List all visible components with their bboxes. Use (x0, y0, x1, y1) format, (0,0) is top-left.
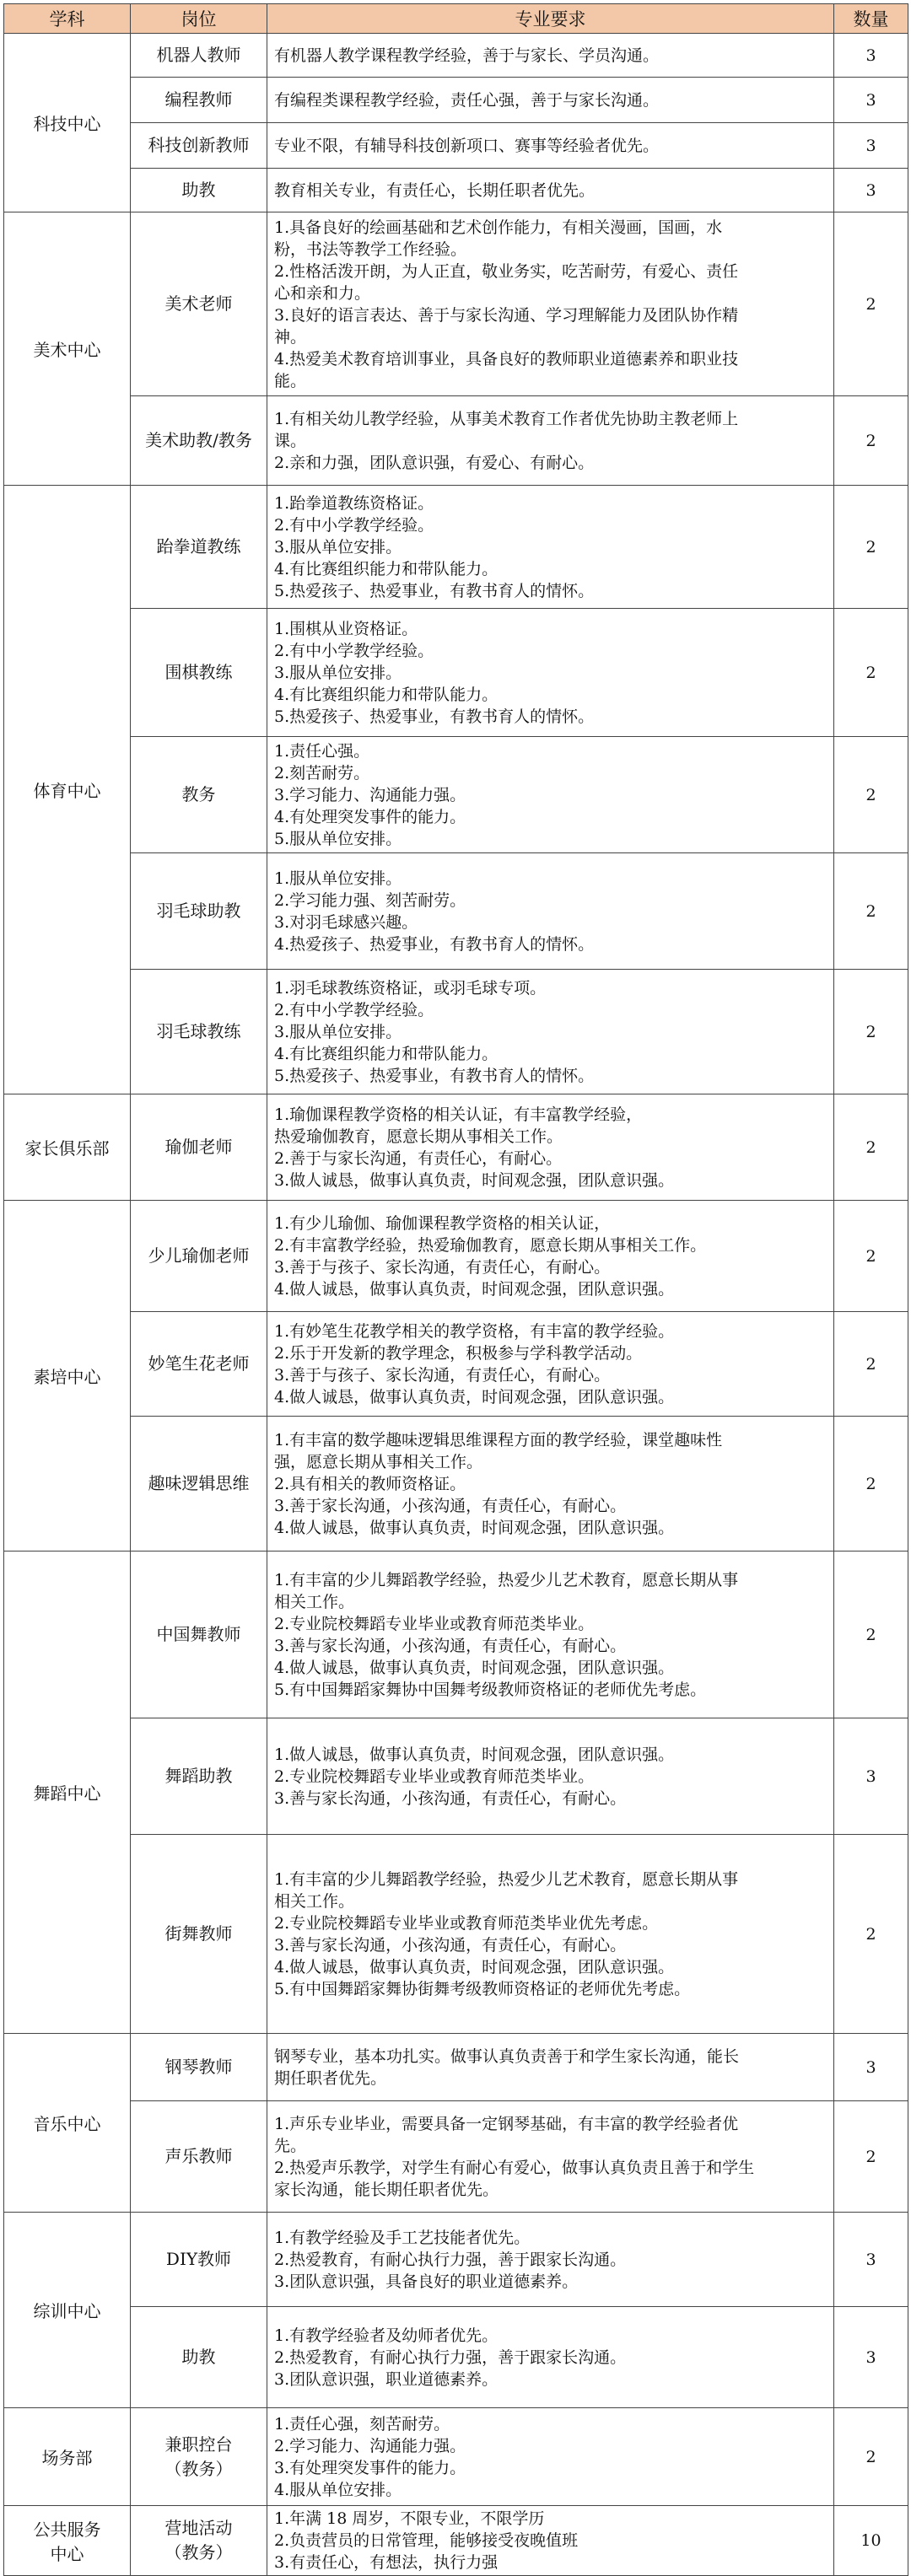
count-cell: 3 (834, 169, 908, 212)
table-row (4, 737, 908, 853)
count-cell: 2 (834, 212, 908, 396)
requirement-line: 1.有丰富的数学趣味逻辑思维课程方面的教学经验，课堂趣味性 (274, 1430, 723, 1449)
requirement-line: 神。 (274, 327, 307, 347)
requirement-line: 4.有比赛组织能力和带队能力。 (274, 685, 499, 704)
requirement-line: 1.有妙笔生花教学相关的教学资格，有丰富的教学经验。 (274, 1321, 675, 1341)
post-title-line: 机器人教师 (156, 45, 241, 65)
post-cell (131, 1417, 267, 1552)
requirement-line: 期任职者优先。 (274, 2068, 387, 2088)
post-cell (131, 123, 267, 169)
requirement-line: 2.亲和力强，团队意识强，有爱心、有耐心。 (274, 453, 595, 472)
header-count: 数量 (834, 4, 908, 34)
requirement-line: 专业不限，有辅导科技创新项口、赛事等经验者优先。 (274, 136, 660, 155)
dept-cell: 场务部 (4, 2408, 131, 2506)
requirement-line: 5.热爱孩子、热爱事业，有教书育人的情怀。 (274, 1066, 595, 1085)
count-cell: 2 (834, 2408, 908, 2506)
requirement-line: 4.做人诚恳，做事认真负责，时间观念强，团队意识强。 (274, 1957, 675, 1976)
count-cell: 3 (834, 2307, 908, 2408)
post-title-line: 围棋教练 (164, 662, 233, 682)
count-cell: 3 (834, 34, 908, 78)
requirement-line: 1.服从单位安排。 (274, 869, 402, 888)
requirement-line: 1.年满 18 周岁，不限专业，不限学历 (274, 2509, 545, 2528)
post-title-line: 兼职控台 (164, 2433, 233, 2455)
requirement-line: 2.乐于开发新的教学理念，积极参与学科教学活动。 (274, 1343, 643, 1363)
count-cell: 2 (834, 1835, 908, 2034)
requirement-line: 强，愿意长期从事相关工作。 (274, 1452, 483, 1471)
table-row (4, 1094, 908, 1201)
requirement-line: 4.做人诚恳，做事认真负责，时间观念强，团队意识强。 (274, 1387, 675, 1406)
requirement-line: 2.专业院校舞蹈专业毕业或教育师范类毕业优先考虑。 (274, 1913, 659, 1933)
requirement-line: 钢琴专业，基本功扎实。做事认真负责善于和学生家长沟通，能长 (274, 2046, 740, 2066)
requirements-cell (267, 212, 834, 396)
post-cell (131, 2307, 267, 2408)
requirement-line: 2.专业院校舞蹈专业毕业或教育师范类毕业。 (274, 1614, 595, 1633)
count-cell: 3 (834, 2213, 908, 2307)
requirements-cell (267, 1552, 834, 1718)
requirement-line: 2.有中小学教学经验。 (274, 641, 434, 660)
requirement-line: 4.热爱美术教育培训事业，具备良好的教师职业道德素养和职业技 (274, 349, 739, 368)
post-cell (131, 78, 267, 123)
post-title-line: 科技创新教师 (148, 135, 250, 155)
requirement-line: 3.学习能力、沟通能力强。 (274, 785, 466, 804)
post-cell (131, 1201, 267, 1312)
requirement-line: 1.羽毛球教练资格证，或羽毛球专项。 (274, 978, 547, 998)
requirements-cell (267, 853, 834, 970)
post-title-line: 编程教师 (164, 89, 233, 110)
requirement-line: 2.热爱教育，有耐心执行力强，善于跟家长沟通。 (274, 2347, 627, 2367)
dept-cell: 音乐中心 (4, 2034, 131, 2213)
requirements-cell (267, 1312, 834, 1417)
requirements-cell (267, 169, 834, 212)
table-row (4, 123, 908, 169)
requirement-line: 3.有处理突发事件的能力。 (274, 2458, 466, 2477)
requirement-line: 1.责任心强。 (274, 741, 370, 761)
post-cell (131, 396, 267, 486)
table-row (4, 609, 908, 737)
count-cell: 3 (834, 78, 908, 123)
post-title-line: （教务） (164, 2458, 233, 2479)
post-cell (131, 609, 267, 737)
dept-cell: 素培中心 (4, 1201, 131, 1552)
requirement-line: 3.服从单位安排。 (274, 537, 402, 557)
post-cell (131, 737, 267, 853)
requirement-line: 1.有教学经验及手工艺技能者优先。 (274, 2228, 531, 2247)
table-row (4, 212, 908, 396)
header-post: 岗位 (131, 4, 267, 34)
requirement-line: 2.学习能力强、刻苦耐劳。 (274, 890, 466, 910)
table-row (4, 1718, 908, 1835)
requirement-line: 2.学习能力、沟通能力强。 (274, 2436, 466, 2455)
count-cell: 2 (834, 1201, 908, 1312)
requirements-cell (267, 2213, 834, 2307)
count-cell: 2 (834, 1552, 908, 1718)
requirement-line: 2.有中小学教学经验。 (274, 515, 434, 535)
requirement-line: 粉，书法等教学工作经验。 (274, 239, 467, 259)
post-title-line: 营地活动 (164, 2518, 233, 2538)
count-cell: 2 (834, 737, 908, 853)
requirement-line: 5.有中国舞蹈家舞协中国舞考级教师资格证的老师优先考虑。 (274, 1680, 707, 1699)
requirement-line: 2.具有相关的教师资格证。 (274, 1474, 466, 1493)
post-cell (131, 2101, 267, 2213)
requirement-line: 能。 (274, 371, 307, 390)
requirement-line: 4.有比赛组织能力和带队能力。 (274, 1044, 499, 1063)
table-row (4, 34, 908, 78)
requirement-line: 1.有相关幼儿教学经验，从事美术教育工作者优先协助主教老师上 (274, 409, 739, 428)
post-title-line: （教务） (164, 2542, 233, 2563)
requirements-cell (267, 78, 834, 123)
requirement-line: 3.善于家长沟通，小孩沟通，有责任心，有耐心。 (274, 1496, 627, 1515)
requirements-cell (267, 486, 834, 609)
requirement-line: 2.热爱教育，有耐心执行力强，善于跟家长沟通。 (274, 2250, 627, 2269)
post-cell (131, 1718, 267, 1835)
table-row (4, 1552, 908, 1718)
requirements-cell (267, 1201, 834, 1312)
requirement-line: 2.善于与家长沟通，有责任心，有耐心。 (274, 1148, 563, 1168)
dept-cell: 舞蹈中心 (4, 1552, 131, 2034)
requirement-line: 4.有比赛组织能力和带队能力。 (274, 559, 499, 578)
requirements-cell (267, 2101, 834, 2213)
requirements-cell (267, 1417, 834, 1552)
post-title-line: 舞蹈助教 (164, 1766, 233, 1786)
count-cell: 2 (834, 853, 908, 970)
requirement-line: 2.负责营员的日常管理，能够接受夜晚值班 (274, 2531, 579, 2550)
requirement-line: 1.瑜伽课程教学资格的相关认证，有丰富教学经验， (274, 1105, 643, 1124)
count-cell: 2 (834, 2101, 908, 2213)
requirement-line: 2.专业院校舞蹈专业毕业或教育师范类毕业。 (274, 1767, 595, 1786)
requirement-line: 2.性格活泼开朗，为人正直，敬业务实，吃苦耐劳，有爱心、责任 (274, 261, 739, 281)
count-cell: 2 (834, 1312, 908, 1417)
requirement-line: 3.团队意识强，职业道德素养。 (274, 2369, 499, 2389)
requirement-line: 相关工作。 (274, 1592, 355, 1611)
requirements-cell (267, 970, 834, 1094)
requirement-line: 1.有丰富的少儿舞蹈教学经验，热爱少儿艺术教育，愿意长期从事 (274, 1570, 739, 1589)
requirements-cell (267, 2034, 834, 2101)
requirement-line: 4.有处理突发事件的能力。 (274, 807, 466, 826)
requirements-cell (267, 1718, 834, 1835)
count-cell: 3 (834, 2034, 908, 2101)
post-cell (131, 212, 267, 396)
requirement-line: 1.有少儿瑜伽、瑜伽课程教学资格的相关认证， (274, 1213, 611, 1233)
requirement-line: 热爱瑜伽教育，愿意长期从事相关工作。 (274, 1127, 563, 1146)
post-title-line: 教务 (181, 784, 216, 804)
table-row (4, 2213, 908, 2307)
table-row (4, 853, 908, 970)
post-title-line: 助教 (181, 2347, 216, 2367)
requirement-line: 3.善与家长沟通，小孩沟通，有责任心，有耐心。 (274, 1788, 627, 1808)
post-title-line: DIY教师 (165, 2249, 232, 2269)
post-title-line: 美术助教/教务 (145, 430, 252, 450)
post-title-line: 羽毛球助教 (156, 901, 241, 921)
recruitment-table (3, 3, 908, 2576)
post-cell (131, 1552, 267, 1718)
requirement-line: 3.对羽毛球感兴趣。 (274, 912, 418, 932)
requirement-line: 1.声乐专业毕业，需要具备一定钢琴基础，有丰富的教学经验者优 (274, 2114, 739, 2133)
requirement-line: 1.责任心强，刻苦耐劳。 (274, 2414, 450, 2433)
post-title-line: 助教 (181, 180, 216, 200)
requirement-line: 3.做人诚恳，做事认真负责，时间观念强，团队意识强。 (274, 1170, 675, 1190)
post-title-line: 跆拳道教练 (156, 536, 241, 557)
requirement-line: 有编程类课程教学经验，责任心强，善于与家长沟通。 (274, 90, 660, 110)
post-cell (131, 2213, 267, 2307)
dept-cell (4, 2506, 131, 2576)
post-cell (131, 169, 267, 212)
requirement-line: 3.善于与孩子、家长沟通，有责任心，有耐心。 (274, 1365, 611, 1385)
table-row (4, 78, 908, 123)
header-row (4, 4, 908, 34)
post-title-line: 瑜伽老师 (164, 1137, 233, 1157)
requirement-line: 相关工作。 (274, 1891, 355, 1911)
requirement-line: 1.跆拳道教练资格证。 (274, 493, 434, 513)
dept-name-line: 公共服务 (33, 2520, 101, 2540)
post-cell (131, 2408, 267, 2506)
requirements-cell (267, 609, 834, 737)
requirement-line: 1.做人诚恳，做事认真负责，时间观念强，团队意识强。 (274, 1745, 675, 1764)
dept-cell: 科技中心 (4, 34, 131, 212)
requirement-line: 3.良好的语言表达、善于与家长沟通、学习理解能力及团队协作精 (274, 305, 739, 325)
count-cell: 2 (834, 1094, 908, 1201)
requirement-line: 5.有中国舞蹈家舞协街舞考级教师资格证的老师优先考虑。 (274, 1979, 691, 1998)
table-row (4, 1835, 908, 2034)
post-title-line: 少儿瑜伽老师 (148, 1245, 250, 1266)
dept-cell: 家长俱乐部 (4, 1094, 131, 1201)
count-cell: 3 (834, 1718, 908, 1835)
count-cell: 2 (834, 486, 908, 609)
count-cell: 2 (834, 609, 908, 737)
requirement-line: 4.做人诚恳，做事认真负责，时间观念强，团队意识强。 (274, 1279, 675, 1299)
requirement-line: 4.做人诚恳，做事认真负责，时间观念强，团队意识强。 (274, 1518, 675, 1537)
requirement-line: 3.服从单位安排。 (274, 1022, 402, 1041)
post-cell (131, 2034, 267, 2101)
table-body (4, 34, 908, 2576)
requirement-line: 1.围棋从业资格证。 (274, 619, 418, 638)
post-title-line: 妙笔生花老师 (148, 1353, 250, 1374)
post-title-line: 街舞教师 (164, 1923, 233, 1944)
post-cell (131, 970, 267, 1094)
requirements-cell (267, 2408, 834, 2506)
count-cell: 2 (834, 1417, 908, 1552)
requirements-cell (267, 1094, 834, 1201)
requirement-line: 3.团队意识强，具备良好的职业道德素养。 (274, 2272, 579, 2291)
requirement-line: 3.善于与孩子、家长沟通，有责任心，有耐心。 (274, 1257, 611, 1277)
post-title-line: 钢琴教师 (164, 2057, 233, 2077)
requirements-cell (267, 737, 834, 853)
requirement-line: 4.做人诚恳，做事认真负责，时间观念强，团队意识强。 (274, 1658, 675, 1677)
dept-cell: 体育中心 (4, 486, 131, 1094)
requirement-line: 5.热爱孩子、热爱事业，有教书育人的情怀。 (274, 707, 595, 726)
requirement-line: 1.有丰富的少儿舞蹈教学经验，热爱少儿艺术教育，愿意长期从事 (274, 1869, 739, 1889)
requirement-line: 教育相关专业，有责任心，长期任职者优先。 (274, 180, 596, 200)
post-cell (131, 1835, 267, 2034)
requirement-line: 2.热爱声乐教学，对学生有耐心有爱心，做事认真负责且善于和学生 (274, 2158, 755, 2177)
requirement-line: 5.热爱孩子、热爱事业，有教书育人的情怀。 (274, 581, 595, 600)
requirement-line: 2.有丰富教学经验，热爱瑜伽教育，愿意长期从事相关工作。 (274, 1235, 707, 1255)
requirements-cell (267, 123, 834, 169)
count-cell: 3 (834, 123, 908, 169)
post-cell (131, 486, 267, 609)
count-cell: 10 (834, 2506, 908, 2576)
requirement-line: 4.热爱孩子、热爱事业，有教书育人的情怀。 (274, 934, 595, 954)
table-row (4, 2408, 908, 2506)
table-row (4, 1417, 908, 1552)
table-row (4, 1201, 908, 1312)
post-cell (131, 34, 267, 78)
dept-cell: 综训中心 (4, 2213, 131, 2408)
post-cell (131, 2506, 267, 2576)
count-cell: 2 (834, 970, 908, 1094)
post-cell (131, 1312, 267, 1417)
dept-cell: 美术中心 (4, 212, 131, 486)
requirements-cell (267, 1835, 834, 2034)
requirement-line: 1.具备良好的绘画基础和艺术创作能力，有相关漫画，国画，水 (274, 218, 723, 237)
requirements-cell (267, 2506, 834, 2576)
requirements-cell (267, 396, 834, 486)
table-row (4, 1312, 908, 1417)
table-row (4, 2506, 908, 2576)
requirement-line: 3.有责任心，有想法，执行力强 (274, 2553, 499, 2572)
post-title-line: 中国舞教师 (156, 1624, 241, 1644)
requirement-line: 家长沟通，能长期任职者优先。 (274, 2180, 499, 2199)
post-title-line: 羽毛球教练 (156, 1021, 241, 1041)
post-cell (131, 1094, 267, 1201)
requirement-line: 2.有中小学教学经验。 (274, 1000, 434, 1019)
post-cell (131, 853, 267, 970)
header-requirements: 专业要求 (267, 4, 834, 34)
table-row (4, 486, 908, 609)
requirement-line: 5.服从单位安排。 (274, 829, 402, 848)
requirement-line: 3.善与家长沟通，小孩沟通，有责任心，有耐心。 (274, 1935, 627, 1955)
post-title-line: 声乐教师 (164, 2146, 233, 2166)
requirement-line: 2.刻苦耐劳。 (274, 763, 370, 782)
requirement-line: 3.服从单位安排。 (274, 663, 402, 682)
post-title-line: 美术老师 (164, 293, 233, 314)
post-title-line: 趣味逻辑思维 (148, 1473, 250, 1493)
requirement-line: 3.善与家长沟通，小孩沟通，有责任心，有耐心。 (274, 1636, 627, 1655)
table-row (4, 2034, 908, 2101)
table-row (4, 396, 908, 486)
table-row (4, 970, 908, 1094)
count-cell: 2 (834, 396, 908, 486)
header-dept: 学科 (4, 4, 131, 34)
dept-name-line: 中心 (50, 2544, 84, 2564)
requirement-line: 心和亲和力。 (274, 283, 371, 303)
table-row (4, 2307, 908, 2408)
requirement-line: 1.有教学经验者及幼师者优先。 (274, 2326, 499, 2345)
requirements-cell (267, 34, 834, 78)
requirements-cell (267, 2307, 834, 2408)
requirement-line: 课。 (274, 431, 307, 450)
table-row (4, 169, 908, 212)
table-row (4, 2101, 908, 2213)
requirement-line: 4.服从单位安排。 (274, 2480, 402, 2499)
requirement-line: 先。 (274, 2136, 307, 2155)
requirement-line: 有机器人教学课程教学经验，善于与家长、学员沟通。 (274, 46, 660, 65)
